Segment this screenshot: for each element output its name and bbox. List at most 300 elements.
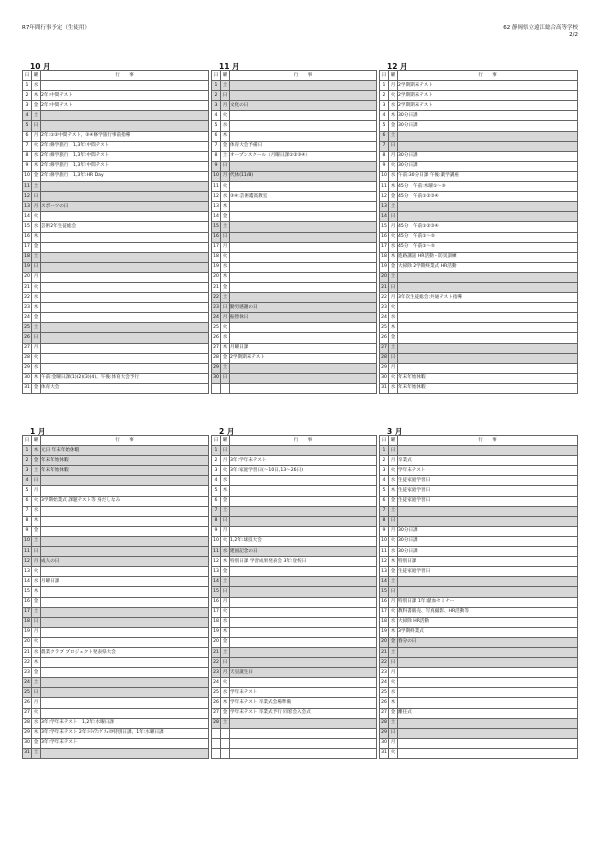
day-cell: 21 [212,647,221,657]
weekday-cell: 日 [32,617,41,627]
day-cell: 6 [23,496,32,506]
weekday-cell: 日 [221,91,230,101]
table-row [380,486,578,496]
weekday-cell: 土 [389,272,398,282]
day-cell: 17 [23,607,32,617]
weekday-cell: 月 [221,313,230,323]
day-cell: 22 [380,658,389,668]
day-cell: 30 [380,738,389,748]
day-cell: 8 [212,151,221,161]
day-cell: 5 [212,121,221,131]
weekday-cell: 土 [389,202,398,212]
weekday-cell: 月 [32,486,41,496]
table-row [23,161,209,171]
table-row [380,547,578,557]
event-cell: 45分 午前①～⑤ [398,232,578,242]
weekday-cell: 土 [221,577,230,587]
weekday-cell: 月 [32,557,41,567]
header-events: 行 事 [230,436,377,446]
day-cell: 2 [212,91,221,101]
event-cell: 3学期終業式 [398,627,578,637]
event-cell [398,212,578,222]
event-cell [41,547,209,557]
weekday-cell: 日 [221,446,230,456]
day-cell: 6 [380,131,389,141]
event-cell [398,678,578,688]
event-cell [230,131,377,141]
weekday-cell: 金 [32,668,41,678]
weekday-cell: 木 [32,232,41,242]
event-cell: 2学期期末テスト [398,101,578,111]
event-cell: 3年:家庭学習日(～10日,13～26日) [230,466,377,476]
event-cell [230,577,377,587]
event-cell [41,597,209,607]
table-row [212,627,377,637]
day-cell: 22 [212,293,221,303]
table-row [380,718,578,728]
weekday-cell [221,738,230,748]
event-cell [398,587,578,597]
weekday-cell: 木 [32,587,41,597]
weekday-cell: 月 [389,151,398,161]
table-row [23,728,209,738]
weekday-cell: 火 [389,536,398,546]
weekday-cell: 火 [389,303,398,313]
event-cell [398,202,578,212]
weekday-cell: 日 [221,587,230,597]
day-cell [212,738,221,748]
day-cell [212,728,221,738]
day-cell: 13 [380,567,389,577]
day-cell: 14 [23,577,32,587]
day-cell: 10 [212,171,221,181]
day-cell: 22 [380,293,389,303]
day-cell: 1 [212,81,221,91]
table-row [212,617,377,627]
weekday-cell: 水 [32,81,41,91]
table-row [380,668,578,678]
weekday-cell: 月 [389,738,398,748]
day-cell: 20 [212,637,221,647]
day-cell: 27 [380,708,389,718]
weekday-cell: 日 [221,161,230,171]
weekday-cell: 月 [221,101,230,111]
weekday-cell: 木 [221,486,230,496]
day-cell: 27 [212,708,221,718]
weekday-cell: 火 [221,182,230,192]
table-row [23,232,209,242]
event-cell [41,658,209,668]
table-row [212,272,377,282]
event-cell [230,91,377,101]
table-row [380,313,578,323]
table-row [23,446,209,456]
table-row [212,202,377,212]
day-cell: 19 [212,627,221,637]
event-cell: 30分日課 [398,547,578,557]
weekday-cell: 火 [32,708,41,718]
event-cell [230,323,377,333]
day-cell: 28 [212,353,221,363]
day-cell: 28 [212,718,221,728]
weekday-cell: 月 [32,343,41,353]
weekday-cell: 土 [32,466,41,476]
weekday-cell: 金 [32,456,41,466]
day-cell: 11 [380,547,389,557]
table-row [380,343,578,353]
weekday-cell [221,748,230,758]
table-row [212,688,377,698]
header-events: 行 事 [41,436,209,446]
day-cell: 10 [23,536,32,546]
table-row [23,81,209,91]
weekday-cell: 金 [221,637,230,647]
event-cell [230,252,377,262]
table-row [212,252,377,262]
weekday-cell: 水 [221,333,230,343]
event-cell: 2学期期末テスト [398,91,578,101]
table-row [380,81,578,91]
day-cell: 20 [23,272,32,282]
weekday-cell: 水 [389,688,398,698]
event-cell [41,293,209,303]
table-row [23,333,209,343]
weekday-cell: 水 [32,506,41,516]
weekday-cell: 火 [32,141,41,151]
table-row [380,161,578,171]
table-row [212,557,377,567]
table-row [380,738,578,748]
weekday-cell: 水 [32,151,41,161]
event-cell: 天皇誕生日 [230,668,377,678]
day-cell: 20 [380,637,389,647]
weekday-cell: 火 [389,91,398,101]
header-weekday: 曜 [221,71,230,81]
header-events: 行 事 [41,71,209,81]
table-row [380,456,578,466]
weekday-cell: 日 [389,587,398,597]
event-cell: 45分 午前:木曜①～⑤ [398,182,578,192]
event-cell [41,262,209,272]
weekday-cell: 土 [221,222,230,232]
weekday-cell: 木 [32,446,41,456]
weekday-cell: 日 [389,212,398,222]
event-cell: 30分日課 [398,526,578,536]
weekday-cell: 水 [389,242,398,252]
table-row [212,293,377,303]
event-cell [398,668,578,678]
event-cell [41,688,209,698]
weekday-cell: 木 [389,323,398,333]
weekday-cell: 木 [32,303,41,313]
day-cell: 15 [23,587,32,597]
weekday-cell: 日 [389,141,398,151]
day-cell: 16 [23,232,32,242]
event-cell [230,748,377,758]
table-row [23,151,209,161]
table-row [23,91,209,101]
day-cell: 30 [380,373,389,383]
weekday-cell: 日 [389,446,398,456]
event-cell [398,343,578,353]
table-row [23,688,209,698]
event-cell [230,232,377,242]
weekday-cell: 水 [389,313,398,323]
event-cell [398,141,578,151]
day-cell: 26 [380,698,389,708]
day-cell: 21 [380,282,389,292]
table-row [380,536,578,546]
day-cell: 10 [380,536,389,546]
day-cell: 21 [380,647,389,657]
event-cell [230,597,377,607]
weekday-cell: 木 [221,627,230,637]
day-cell: 13 [380,202,389,212]
day-cell: 19 [23,627,32,637]
weekday-cell: 土 [32,111,41,121]
header-weekday: 曜 [389,436,398,446]
table-row [23,506,209,516]
table-row [380,171,578,181]
event-cell: 午前:金曜日課(1)(2)(3)(4)、午後:体育大会予行 [41,373,209,383]
weekday-cell: 水 [221,476,230,486]
day-cell: 14 [23,212,32,222]
day-cell: 30 [212,373,221,383]
event-cell [230,718,377,728]
event-cell [230,486,377,496]
event-cell [230,496,377,506]
table-row [212,101,377,111]
weekday-cell: 日 [32,688,41,698]
day-cell: 4 [212,476,221,486]
day-cell: 14 [380,212,389,222]
weekday-cell: 火 [389,607,398,617]
day-cell: 13 [23,202,32,212]
day-cell: 2 [23,91,32,101]
weekday-cell: 木 [32,91,41,101]
day-cell: 21 [23,647,32,657]
event-cell [230,333,377,343]
month-table [379,70,578,394]
event-cell [230,647,377,657]
event-cell: 2学期期末テスト [398,81,578,91]
event-cell [230,242,377,252]
weekday-cell: 日 [32,121,41,131]
table-row [212,637,377,647]
table-row [212,476,377,486]
day-cell: 3 [212,466,221,476]
day-cell: 17 [212,607,221,617]
day-cell: 7 [380,506,389,516]
day-cell: 13 [23,567,32,577]
weekday-cell: 水 [221,192,230,202]
table-row [212,262,377,272]
day-cell: 3 [23,466,32,476]
table-row [380,363,578,373]
weekday-cell: 月 [221,597,230,607]
table-row [212,121,377,131]
table-row [380,637,578,647]
month-table [22,70,209,394]
event-cell [41,81,209,91]
event-cell [398,516,578,526]
event-cell: 月曜日課 [230,343,377,353]
table-row [23,536,209,546]
table-row [380,708,578,718]
weekday-cell: 木 [32,658,41,668]
weekday-cell: 水 [221,617,230,627]
school-name: 62 静岡県立遠江総合高等学校 [503,25,578,31]
weekday-cell: 月 [221,456,230,466]
day-cell: 4 [380,111,389,121]
event-cell [398,688,578,698]
weekday-cell: 金 [32,313,41,323]
table-row [212,567,377,577]
table-row [380,262,578,272]
day-cell: 23 [23,668,32,678]
table-row [380,627,578,637]
weekday-cell: 日 [221,373,230,383]
weekday-cell: 木 [389,627,398,637]
table-row [212,708,377,718]
table-row [212,587,377,597]
event-cell [41,627,209,637]
table-row [212,466,377,476]
day-cell: 12 [212,192,221,202]
weekday-cell: 木 [32,728,41,738]
day-cell: 10 [23,171,32,181]
weekday-cell: 月 [221,668,230,678]
weekday-cell: 金 [389,333,398,343]
weekday-cell: 火 [221,536,230,546]
month-table [211,70,377,394]
table-row [212,313,377,323]
day-cell: 21 [23,282,32,292]
table-row [23,557,209,567]
weekday-cell: 木 [221,272,230,282]
header-events: 行 事 [398,71,578,81]
event-cell: 特別日課 [398,557,578,567]
day-cell: 3 [212,101,221,111]
day-cell: 6 [212,496,221,506]
day-cell: 24 [23,678,32,688]
event-cell: 2年:修学旅行 1,3年:中間テスト [41,141,209,151]
event-cell: 振替休日 [230,313,377,323]
event-cell [41,678,209,688]
table-row [212,182,377,192]
table-row [212,161,377,171]
day-cell: 7 [212,141,221,151]
table-row [212,151,377,161]
weekday-cell: 土 [32,607,41,617]
event-cell [398,577,578,587]
day-cell: 23 [380,668,389,678]
event-cell: 45分 午前①②③④ [398,192,578,202]
table-row [212,647,377,657]
weekday-cell: 日 [221,303,230,313]
day-cell: 28 [23,718,32,728]
table-row [380,587,578,597]
month-table [22,435,209,759]
event-cell [41,353,209,363]
event-cell: 代休(11/8) [230,171,377,181]
day-cell: 13 [212,202,221,212]
day-cell: 5 [23,486,32,496]
weekday-cell: 火 [32,353,41,363]
event-cell: 月曜日課 [41,577,209,587]
day-cell: 27 [23,343,32,353]
event-cell: 30分日課 [398,536,578,546]
event-cell [398,738,578,748]
day-cell: 23 [212,668,221,678]
month-table [379,435,578,759]
table-row [23,668,209,678]
weekday-cell: 土 [32,323,41,333]
weekday-cell: 金 [389,192,398,202]
weekday-cell: 日 [32,476,41,486]
event-cell: 生徒家庭学習日 [398,496,578,506]
table-row [212,597,377,607]
table-row [380,678,578,688]
day-cell: 26 [23,333,32,343]
event-cell [230,272,377,282]
table-row [380,557,578,567]
table-row [23,526,209,536]
table-row [380,101,578,111]
event-cell: 学年末テスト [398,466,578,476]
event-cell: 特別日課 1年:献血セミナー [398,597,578,607]
month-block [22,427,208,759]
day-cell: 17 [380,242,389,252]
day-cell: 1 [23,446,32,456]
event-cell: 年末年始休暇 [41,456,209,466]
day-cell: 9 [23,526,32,536]
weekday-cell: 土 [32,252,41,262]
event-cell: 進路講話 HR活動・防災訓練 [398,252,578,262]
table-row [380,121,578,131]
day-cell: 15 [212,222,221,232]
table-row [23,121,209,131]
event-cell: 大掃除 2学期終業式 HR活動 [398,262,578,272]
table-row [23,738,209,748]
day-cell: 9 [23,161,32,171]
weekday-cell: 日 [221,658,230,668]
day-cell: 8 [380,151,389,161]
day-cell: 8 [23,516,32,526]
weekday-cell: 火 [221,323,230,333]
weekday-cell: 火 [389,373,398,383]
event-cell [41,333,209,343]
event-cell [398,131,578,141]
event-cell [41,323,209,333]
header-weekday: 曜 [221,436,230,446]
event-cell: 2年:①②中間テスト、③④修学旅行事前指導 [41,131,209,141]
weekday-cell: 金 [32,597,41,607]
table-row [23,222,209,232]
table-row [380,282,578,292]
weekday-cell: 火 [389,466,398,476]
table-row [23,476,209,486]
day-cell: 5 [23,121,32,131]
day-cell: 12 [380,557,389,567]
table-header-row [23,71,209,81]
weekday-cell: 月 [389,668,398,678]
day-cell: 14 [380,577,389,587]
event-cell [230,627,377,637]
day-cell: 17 [23,242,32,252]
event-cell: スポーツの日 [41,202,209,212]
day-cell: 23 [23,303,32,313]
